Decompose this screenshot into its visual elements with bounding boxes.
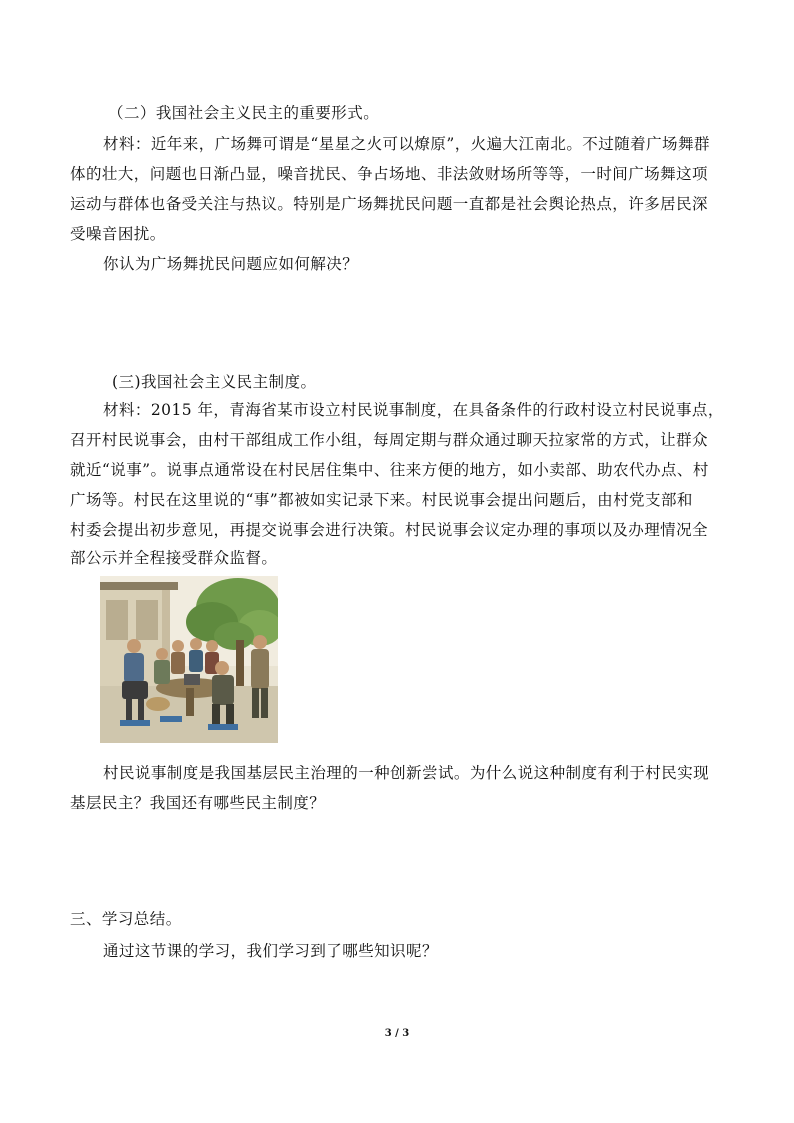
section3-material-line-1: 材料：2015 年，青海省某市设立村民说事制度，在具备条件的行政村设立村民说事点， <box>103 401 724 419</box>
summary-question: 通过这节课的学习，我们学习到了哪些知识呢？ <box>103 942 438 960</box>
section3-material-line-6: 部公示并全程接受群众监督。 <box>70 549 278 567</box>
section3-material-line-2: 召开村民说事会，由村干部组成工作小组，每周定期与群众通过聊天拉家常的方式，让群众 <box>70 431 709 449</box>
section3-material-line-3: 就近“说事”。说事点通常设在村民居住集中、往来方便的地方，如小卖部、助农代办点、村 <box>70 461 709 479</box>
section2-question: 你认为广场舞扰民问题应如何解决？ <box>103 255 359 273</box>
section3-question-line-2: 基层民主？我国还有哪些民主制度？ <box>70 794 326 812</box>
section2-heading: （二）我国社会主义民主的重要形式。 <box>108 104 380 122</box>
section2-material-line-1: 材料：近年来，广场舞可谓是“星星之火可以燎原”，火遍大江南北。不过随着广场舞群 <box>103 135 710 153</box>
section3-heading: (三)我国社会主义民主制度。 <box>112 373 317 391</box>
section2-material-line-3: 运动与群体也备受关注与热议。特别是广场舞扰民问题一直都是社会舆论热点，许多居民深 <box>70 195 709 213</box>
page-number: 3 / 3 <box>384 1028 410 1039</box>
summary-heading: 三、学习总结。 <box>70 910 182 928</box>
section3-material-line-4: 广场等。村民在这里说的“事”都被如实记录下来。村民说事会提出问题后，由村党支部和 <box>70 491 693 509</box>
section2-material-line-2: 体的壮大，问题也日渐凸显，噪音扰民、争占场地、非法敛财场所等等，一时间广场舞这项 <box>70 165 709 183</box>
section2-material-line-4: 受噪音困扰。 <box>70 225 166 243</box>
section3-material-line-5: 村委会提出初步意见，再提交说事会进行决策。村民说事会议定办理的事项以及办理情况全 <box>70 521 709 539</box>
village-meeting-illustration <box>100 576 278 743</box>
section3-question-line-1: 村民说事制度是我国基层民主治理的一种创新尝试。为什么说这种制度有利于村民实现 <box>103 764 710 782</box>
